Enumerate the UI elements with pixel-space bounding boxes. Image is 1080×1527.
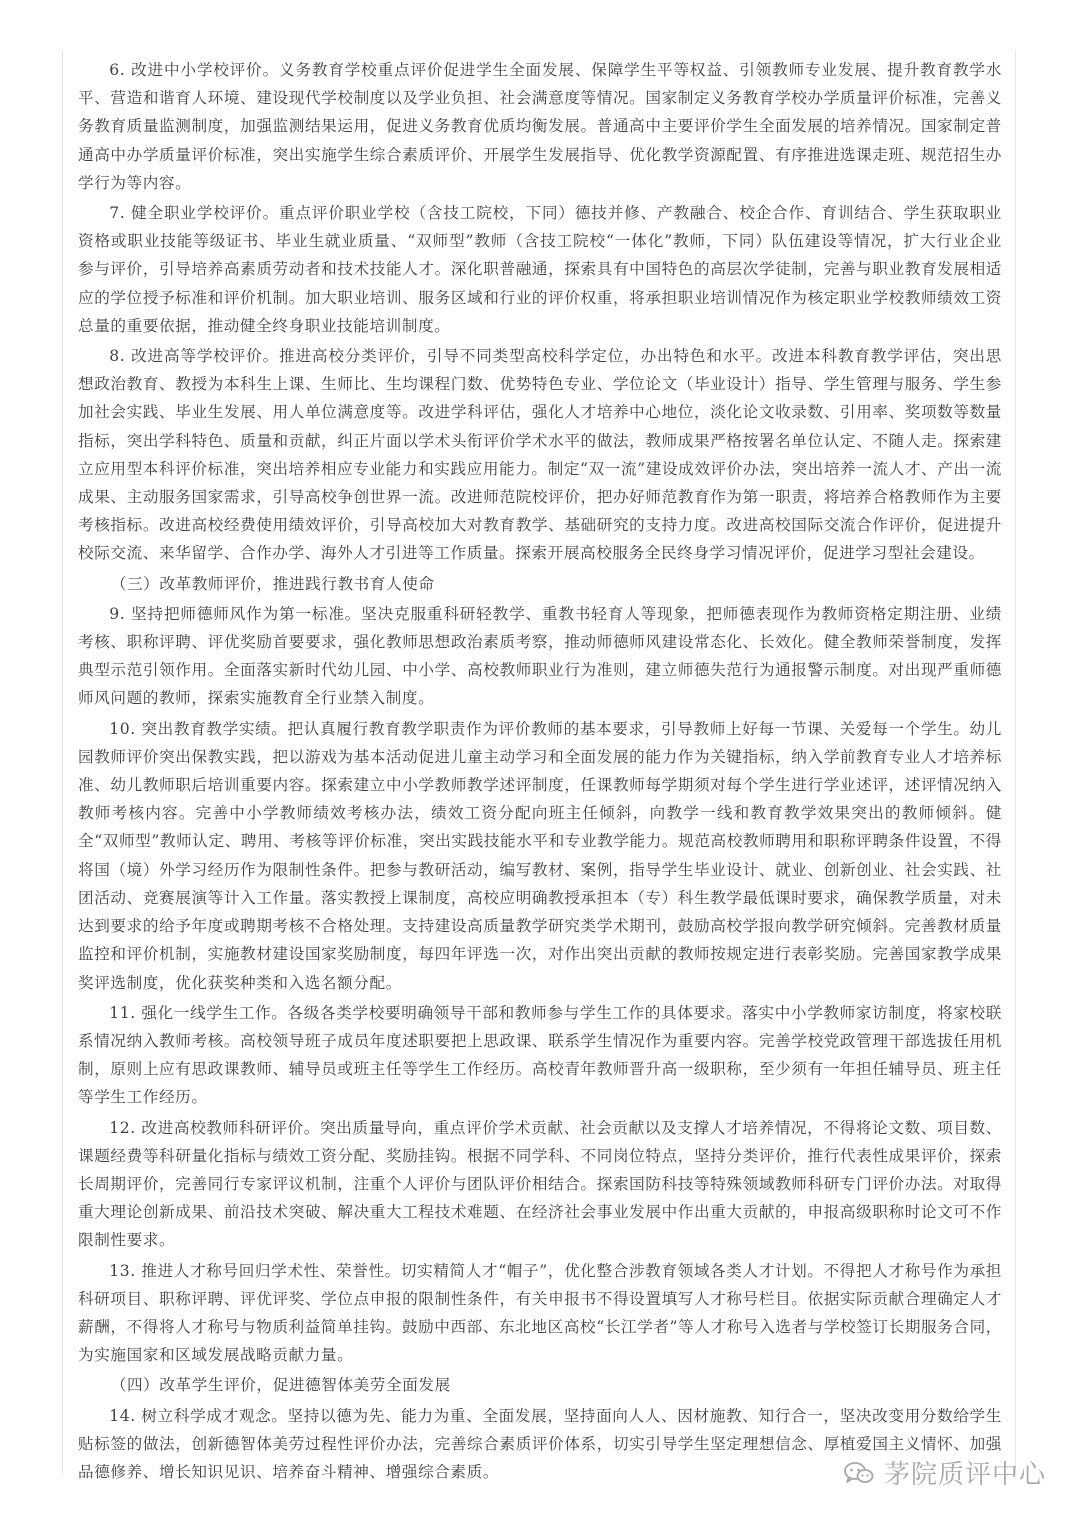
watermark-text: 茅院质评中心 xyxy=(883,1460,1046,1490)
paragraph-item-6: 6. 改进中小学校评价。义务教育学校重点评价促进学生全面发展、保障学生平等权益、引领教师专业发展、提升教育教学水平、营造和谐育人环境、建设现代学校制度以及学业负担、社会满意度等情况。国家制定义务教育学校办学质量评价标准，完善义务教育质量监测制度，加强监测结果运用，促进义务教育优质均衡发展。普通高中主要评价学生全面发展的培养情况。国家制定普通高中办学质量评价标准，突出实施学生综合素质评价、开展学生发展指导、优化教学资源配置、有序推进选课走班、规范招生办学行为等内容。 xyxy=(78,61,1002,192)
paragraph-item-7: 7. 健全职业学校评价。重点评价职业学校（含技工院校，下同）德技并修、产教融合、校企合作、育训结合、学生获取职业资格或职业技能等级证书、毕业生就业质量、“双师型”教师（含技工院校“一体化”教师，下同）队伍建设等情况，扩大行业企业参与评价，引导培养高素质劳动者和技术技能人才。深化职普融通，探索具有中国特色的高层次学徒制，完善与职业教育发展相适应的学位授予标准和评价机制。加大职业培训、服务区域和行业的评价权重，将承担职业培训情况作为核定职业学校教师绩效工资总量的重要依据，推动健全终身职业技能培训制度。 xyxy=(78,204,1002,335)
paragraph-item-13: 13. 推进人才称号回归学术性、荣誉性。切实精简人才“帽子”，优化整合涉教育领域各类人才计划。不得把人才称号作为承担科研项目、职称评聘、评优评奖、学位点申报的限制性条件，有关申报书不得设置填写人才称号栏目。依据实际贡献合理确定人才薪酬，不得将人才称号与物质利益简单挂钩。鼓励中西部、东北地区高校“长江学者”等人才称号入选者与学校签订长期服务合同，为实施国家和区域发展战略贡献力量。 xyxy=(78,1261,1002,1365)
section-heading-student-evaluation: （四）改革学生评价，促进德智体美劳全面发展 xyxy=(110,1376,451,1395)
paragraph-item-11: 11. 强化一线学生工作。各级各类学校要明确领导干部和教师参与学生工作的具体要求。落实中小学教师家访制度，将家校联系情况纳入教师考核。高校领导班子成员年度述职要把上思政课、联系学生情况作为重要内容。完善学校党政管理干部选拔任用机制，原则上应有思政课教师、辅导员或班主任等学生工作经历。高校青年教师晋升高一级职称，至少须有一年担任辅导员、班主任等学生工作经历。 xyxy=(78,1003,1002,1107)
paragraph-item-10: 10. 突出教育教学实绩。把认真履行教育教学职责作为评价教师的基本要求，引导教师上好每一节课、关爱每一个学生。幼儿园教师评价突出保教实践，把以游戏为基本活动促进儿童主动学习和全面发展的能力作为关键指标，纳入学前教育专业人才培养标准、幼儿教师职后培训重要内容。探索建立中小学教师教学述评制度，任课教师每学期须对每个学生进行学业述评，述评情况纳入教师考核内容。完善中小学教师绩效考核办法，绩效工资分配向班主任倾斜，向教学一线和教育教学效果突出的教师倾斜。健全“双师型”教师认定、聘用、考核等评价标准，突出实践技能水平和专业教学能力。规范高校教师聘用和职称评聘条件设置，不得将国（境）外学习经历作为限制性条件。把参与教研活动，编写教材、案例，指导学生毕业设计、就业、创新创业、社会实践、社团活动、竞赛展演等计入工作量。落实教授上课制度，高校应明确教授承担本（专）科生教学最低课时要求，确保教学质量，对未达到要求的给予年度或聘期考核不合格处理。支持建设高质量教学研究类学术期刊，鼓励高校学报向教学研究倾斜。完善教材质量监控和评价机制，实施教材建设国家奖励制度，每四年评选一次，对作出突出贡献的教师按规定进行表彰奖励。完善国家教学成果奖评选制度，优化获奖种类和入选名额分配。 xyxy=(78,719,1002,992)
watermark xyxy=(844,1454,1046,1491)
wechat-icon xyxy=(844,1461,874,1485)
paragraph-item-14: 14. 树立科学成才观念。坚持以德为先、能力为重、全面发展，坚持面向人人、因材施教、知行合一，坚决改变用分数给学生贴标签的做法，创新德智体美劳过程性评价办法，完善综合素质评价体系，切实引导学生坚定理想信念、厚植爱国主义情怀、加强品德修养、增长知识见识、培养奋斗精神、增强综合素质。 xyxy=(78,1406,1002,1481)
paragraph-item-12: 12. 改进高校教师科研评价。突出质量导向，重点评价学术贡献、社会贡献以及支撑人才培养情况，不得将论文数、项目数、课题经费等科研量化指标与绩效工资分配、奖励挂钩。根据不同学科、不同岗位特点，坚持分类评价，推行代表性成果评价，探索长周期评价，完善同行专家评议机制，注重个人评价与团队评价相结合。探索国防科技等特殊领域教师科研专门评价办法。对取得重大理论创新成果、前沿技术突破、解决重大工程技术难题、在经济社会事业发展中作出重大贡献的，申报高级职称时论文可不作限制性要求。 xyxy=(78,1118,1002,1250)
paragraph-item-8: 8. 改进高等学校评价。推进高校分类评价，引导不同类型高校科学定位，办出特色和水平。改进本科教育教学评估，突出思想政治教育、教授为本科生上课、生师比、生均课程门数、优势特色专业、学位论文（毕业设计）指导、学生管理与服务、学生参加社会实践、毕业生发展、用人单位满意度等。改进学科评估，强化人才培养中心地位，淡化论文收录数、引用率、奖项数等数量指标，突出学科特色、质量和贡献，纠正片面以学术头衔评价学术水平的做法，教师成果严格按署名单位认定、不随人走。探索建立应用型本科评价标准，突出培养相应专业能力和实践应用能力。制定“双一流”建设成效评价办法，突出培养一流人才、产出一流成果、主动服务国家需求，引导高校争创世界一流。改进师范院校评价，把办好师范教育作为第一职责，将培养合格教师作为主要考核指标。改进高校经费使用绩效评价，引导高校加大对教育教学、基础研究的支持力度。改进高校国际交流合作评价，促进提升校际交流、来华留学、合作办学、海外人才引进等工作质量。探索开展高校服务全民终身学习情况评价，促进学习型社会建设。 xyxy=(78,347,1002,563)
section-heading-teacher-evaluation: （三）改革教师评价，推进践行教书育人使命 xyxy=(110,574,435,593)
paragraph-item-9: 9. 坚持把师德师风作为第一标准。坚决克服重科研轻教学、重教书轻育人等现象，把师德表现作为教师资格定期注册、业绩考核、职称评聘、评优奖励首要要求，强化教师思想政治素质考察，推动师德师风建设常态化、长效化。健全教师荣誉制度，发挥典型示范引领作用。全面落实新时代幼儿园、中小学、高校教师职业行为准则，建立师德失范行为通报警示制度。对出现严重师德师风问题的教师，探索实施教育全行业禁入制度。 xyxy=(78,604,1002,708)
document-body xyxy=(78,56,1002,1488)
